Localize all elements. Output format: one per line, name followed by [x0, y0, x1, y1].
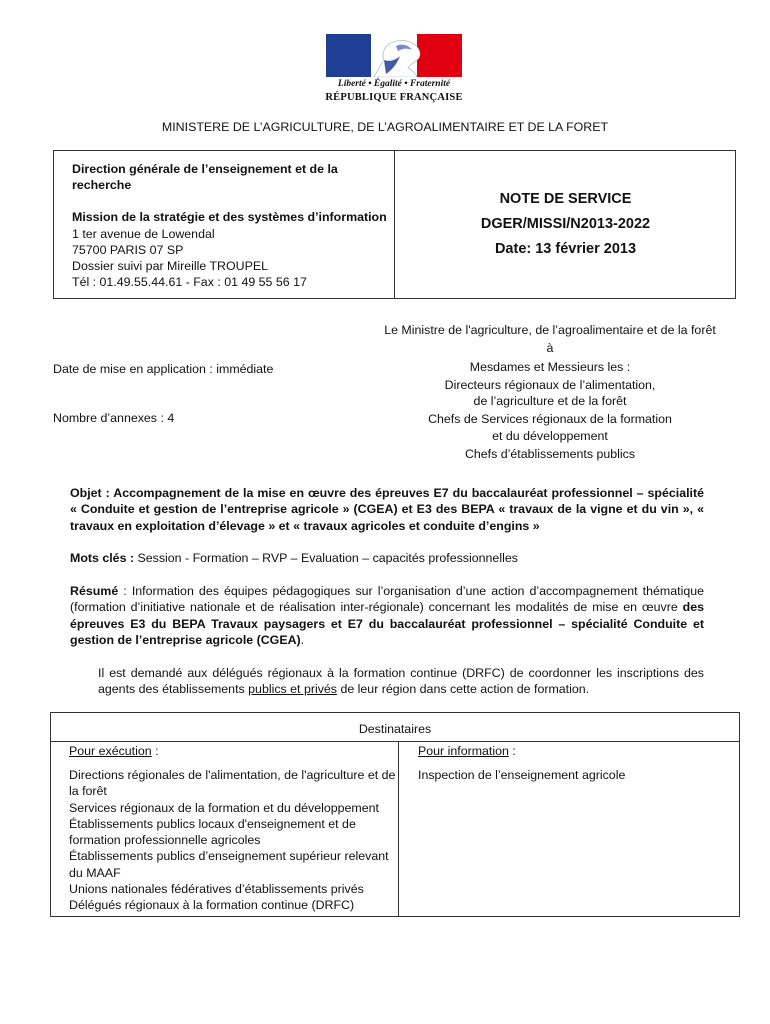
execution-label-text: Pour exécution [69, 744, 152, 758]
marianne-logo [323, 34, 465, 106]
summary [70, 583, 704, 648]
addressee-line: Chefs d’établissements publics [464, 447, 636, 462]
address-line-1: 1 ter avenue de Lowendal [72, 226, 215, 241]
subject: Objet : Accompagnement de la mise en œuvre des épreuves E7 du baccalauréat professionnel – spécialité « Conduite et gestion de l’entreprise agricole » (CGEA) et E3 des BEPA « travaux de la vigne et du vin », « travaux en exploitation d’élevage » et « travaux agricoles et conduite d’engins » [70, 486, 704, 533]
request-paragraph [98, 665, 704, 698]
summary-end: . [300, 632, 305, 647]
information-label-colon: : [508, 744, 516, 758]
note-info [395, 187, 736, 262]
addressees [360, 321, 740, 463]
list-item: Services régionaux de la formation et du développement [69, 800, 379, 815]
keywords-label: Mots clés : [70, 551, 135, 565]
keywords [70, 550, 704, 566]
request-underlined: publics et privés [248, 682, 337, 697]
table-rule [51, 741, 739, 742]
addressee-line: Chefs de Services régionaux de la formation [428, 412, 672, 427]
request-end: de leur région dans cette action de formation. [337, 682, 590, 697]
direction-name: Direction générale de l’enseignement et de la recherche [72, 162, 338, 193]
recipients-table [50, 712, 740, 917]
note-title: NOTE DE SERVICE [499, 191, 632, 207]
list-item: Établissements publics d’enseignement supérieur relevant du MAAF [69, 849, 389, 880]
request-text: Il est demandé aux délégués régionaux à la formation continue (DRFC) de coordonner les inscriptions des agents des établissements [98, 666, 704, 697]
list-item: Délégués régionaux à la formation continue (DRFC) [69, 898, 355, 913]
ministry-heading: MINISTERE DE L’AGRICULTURE, DE L’AGROALIMENTAIRE ET DE LA FORET [161, 120, 609, 134]
information-list [418, 767, 733, 783]
note-reference: DGER/MISSI/N2013-2022 [480, 216, 651, 232]
list-item: Inspection de l’enseignement agricole [418, 768, 626, 782]
addressee-line: Directeurs régionaux de l’alimentation, [444, 377, 656, 392]
recipients-title: Destinataires [358, 722, 432, 736]
address-line-2: 75700 PARIS 07 SP [72, 242, 184, 257]
mission-name: Mission de la stratégie et des systèmes d’information [72, 210, 387, 225]
republique-flag-icon [326, 34, 462, 77]
note-date: Date: 13 février 2013 [494, 241, 637, 257]
keywords-text: Session - Formation – RVP – Evaluation – capacités professionnelles [134, 551, 518, 565]
summary-bold-text: des épreuves E3 du BEPA Travaux paysagers et E7 du baccalauréat professionnel – spécialité Conduite et gestion de l’entreprise agricole (CGEA) [70, 600, 704, 647]
header-box [53, 150, 736, 299]
list-item: Directions régionales de l'alimentation, de l'agriculture et de la forêt [69, 768, 396, 799]
summary-text: : Information des équipes pédagogiques sur l’organisation d’une action d’accompagnement thématique (formation d’initiative nationale et de réalisation inter-régionale) concernant les modalités de mise en œuvre [70, 584, 704, 615]
information-label [418, 743, 516, 759]
application-date: Date de mise en application : immédiate [53, 362, 274, 376]
annexes-count: Nombre d’annexes : 4 [53, 411, 175, 425]
addressee-salutation: Mesdames et Messieurs les : [469, 359, 631, 374]
execution-list [69, 767, 404, 914]
summary-label: Résumé [70, 584, 119, 598]
dossier-contact: Dossier suivi par Mireille TROUPEL [72, 259, 269, 274]
republic-name: RÉPUBLIQUE FRANÇAISE [325, 92, 463, 103]
republic-motto: Liberté • Égalité • Fraternité [337, 79, 451, 89]
information-label-text: Pour information [418, 744, 509, 758]
phone-fax: Tél : 01.49.55.44.61 - Fax : 01 49 55 56 17 [72, 275, 307, 290]
addressee-to: à [546, 341, 554, 356]
execution-label-colon: : [151, 744, 159, 758]
list-item: Établissements publics locaux d'enseignement et de formation professionnelle agricoles [69, 816, 356, 848]
addressee-line: de l’agriculture et de la forêt [473, 394, 627, 409]
sender-info [72, 161, 392, 290]
execution-label [69, 743, 159, 759]
list-item: Unions nationales fédératives d’établissements privés [69, 882, 364, 897]
sender-minister: Le Ministre de l'agriculture, de l’agroalimentaire et de la forêt [384, 323, 716, 337]
addressee-line: et du développement [492, 428, 608, 443]
